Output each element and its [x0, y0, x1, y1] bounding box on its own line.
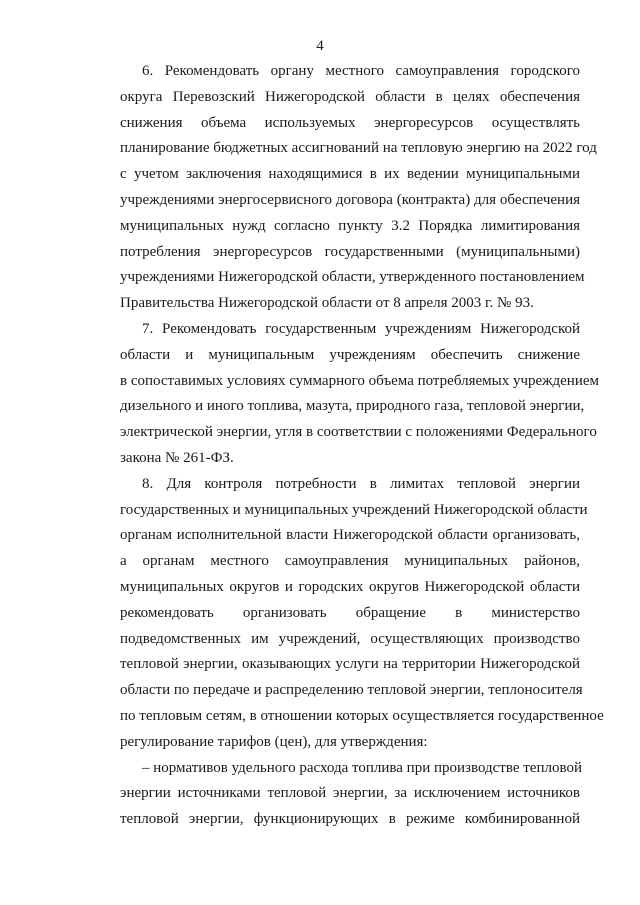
text-line: 8. Для контроля потребности в лимитах тепловой энергии — [142, 475, 580, 492]
text-line: подведомственных им учреждений, осуществляющих производство — [120, 630, 580, 647]
text-line: органам исполнительной власти Нижегородской области организовать, — [120, 527, 580, 544]
text-line: а органам местного самоуправления муниципальных районов, — [120, 553, 580, 570]
text-line: регулирование тарифов (цен), для утверждения: — [120, 733, 428, 750]
text-line: округа Перевозский Нижегородской области в целях обеспечения — [120, 88, 580, 105]
text-line: тепловой энергии, оказывающих услуги на территории Нижегородской — [120, 656, 580, 673]
text-line: области по передаче и распределению тепловой энергии, теплоносителя — [120, 682, 583, 699]
text-line: по тепловым сетям, в отношении которых осуществляется государственное — [120, 707, 604, 724]
text-line: тепловой энергии, функционирующих в режиме комбинированной — [120, 811, 580, 828]
paragraph-p8 — [120, 472, 604, 756]
text-line: муниципальных округов и городских округов Нижегородской области — [120, 578, 580, 595]
text-line: учреждениями энергосервисного договора (контракта) для обеспечения — [120, 191, 580, 208]
text-line: 7. Рекомендовать государственным учреждениям Нижегородской — [142, 320, 580, 337]
text-line: в сопоставимых условиях суммарного объема потребляемых учреждением — [120, 372, 600, 389]
text-line: рекомендовать организовать обращение в министерство — [120, 604, 580, 621]
document-body — [120, 59, 604, 833]
paragraph-p8-list — [120, 756, 580, 833]
text-line: планирование бюджетных ассигнований на тепловую энергию на 2022 год — [120, 140, 597, 157]
text-line: области и муниципальным учреждениям обеспечить снижение — [120, 346, 580, 363]
text-line: дизельного и иного топлива, мазута, природного газа, тепловой энергии, — [120, 398, 585, 415]
text-line: потребления энергоресурсов государственными (муниципальными) — [120, 243, 580, 260]
text-line: закона № 261-ФЗ. — [120, 449, 234, 466]
text-line: – нормативов удельного расхода топлива при производстве тепловой — [142, 759, 582, 776]
text-line: электрической энергии, угля в соответствии с положениями Федерального — [120, 424, 597, 441]
text-line: муниципальных нужд согласно пункту 3.2 Порядка лимитирования — [120, 217, 580, 234]
paragraph-p7 — [120, 317, 600, 472]
text-line: государственных и муниципальных учреждений Нижегородской области — [120, 501, 588, 518]
text-line: снижения объема используемых энергоресурсов осуществлять — [120, 114, 580, 131]
paragraph-p6 — [120, 59, 597, 317]
text-line: Правительства Нижегородской области от 8 апреля 2003 г. № 93. — [120, 295, 534, 312]
page-number: 4 — [316, 38, 324, 54]
text-line: учреждениями Нижегородской области, утвержденного постановлением — [120, 269, 585, 286]
text-line: энергии источниками тепловой энергии, за исключением источников — [120, 785, 580, 802]
text-line: с учетом заключения находящимися в их ведении муниципальными — [120, 166, 580, 183]
text-line: 6. Рекомендовать органу местного самоуправления городского — [142, 63, 580, 79]
